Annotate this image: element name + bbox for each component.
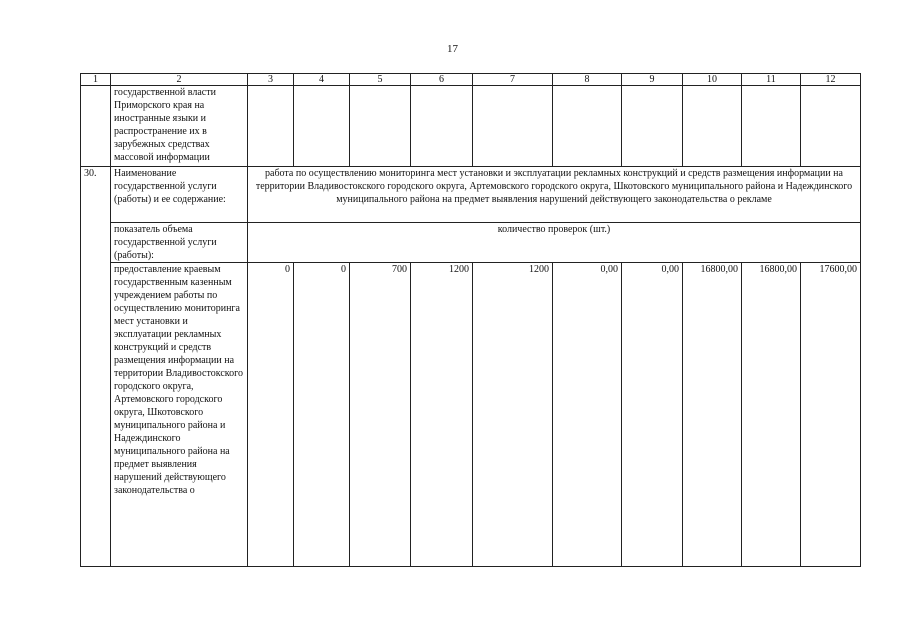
column-number-cell: 10 xyxy=(683,74,742,86)
values-row-label: предоставление краевым государственным казенным учреждением работы по осуществлению мониторинга мест установки и эксплуатации рекламных конструкций и средств размещения информации на территории Владивостокского городского округа, Артемовского городского округа, Шкотовского муниципального района и Надеждинского муниципального района на предмет выявления нарушений действующего законодательства о xyxy=(111,263,248,567)
value-cell: 0,00 xyxy=(553,263,622,567)
column-number-cell: 12 xyxy=(801,74,861,86)
column-number-cell: 3 xyxy=(248,74,294,86)
column-number-cell: 7 xyxy=(473,74,553,86)
value-cell: 1200 xyxy=(411,263,473,567)
empty-cell xyxy=(81,86,111,167)
table-row xyxy=(81,86,861,167)
empty-cell xyxy=(742,86,801,167)
column-number-cell: 2 xyxy=(111,74,248,86)
empty-cell xyxy=(683,86,742,167)
empty-cell xyxy=(294,86,350,167)
value-cell: 0 xyxy=(248,263,294,567)
page-number: 17 xyxy=(447,43,458,55)
column-number-row xyxy=(81,74,861,86)
column-number-cell: 9 xyxy=(622,74,683,86)
empty-cell xyxy=(801,86,861,167)
empty-cell xyxy=(473,86,553,167)
table-row xyxy=(81,167,861,223)
empty-cell xyxy=(553,86,622,167)
empty-cell xyxy=(622,86,683,167)
empty-cell xyxy=(248,86,294,167)
table-row xyxy=(81,223,861,263)
value-cell: 1200 xyxy=(473,263,553,567)
indicator-label: показатель объема государственной услуги (работы): xyxy=(111,223,248,263)
empty-cell xyxy=(350,86,411,167)
service-name-continuation: государственной власти Приморского края на иностранные языки и распространение их в зарубежных средствах массовой информации xyxy=(111,86,248,167)
data-table xyxy=(80,73,861,567)
value-cell: 0,00 xyxy=(622,263,683,567)
value-cell: 700 xyxy=(350,263,411,567)
service-content: работа по осуществлению мониторинга мест установки и эксплуатации рекламных конструкций и средств размещения информации на территории Владивостокского городского округа, Артемовского городского округа, Шкотовского муниципального района и Надеждинского муниципального района на предмет выявления нарушений действующего законодательства о рекламе xyxy=(248,167,861,223)
value-cell: 16800,00 xyxy=(683,263,742,567)
indicator-unit: количество проверок (шт.) xyxy=(248,223,861,263)
column-number-cell: 5 xyxy=(350,74,411,86)
column-number-cell: 4 xyxy=(294,74,350,86)
column-number-cell: 6 xyxy=(411,74,473,86)
column-number-cell: 11 xyxy=(742,74,801,86)
empty-cell xyxy=(411,86,473,167)
value-cell: 16800,00 xyxy=(742,263,801,567)
column-number-cell: 8 xyxy=(553,74,622,86)
row-number: 30. xyxy=(81,167,111,567)
column-number-cell: 1 xyxy=(81,74,111,86)
value-cell: 17600,00 xyxy=(801,263,861,567)
table-row xyxy=(81,263,861,567)
service-label: Наименование государственной услуги (работы) и ее содержание: xyxy=(111,167,248,223)
value-cell: 0 xyxy=(294,263,350,567)
